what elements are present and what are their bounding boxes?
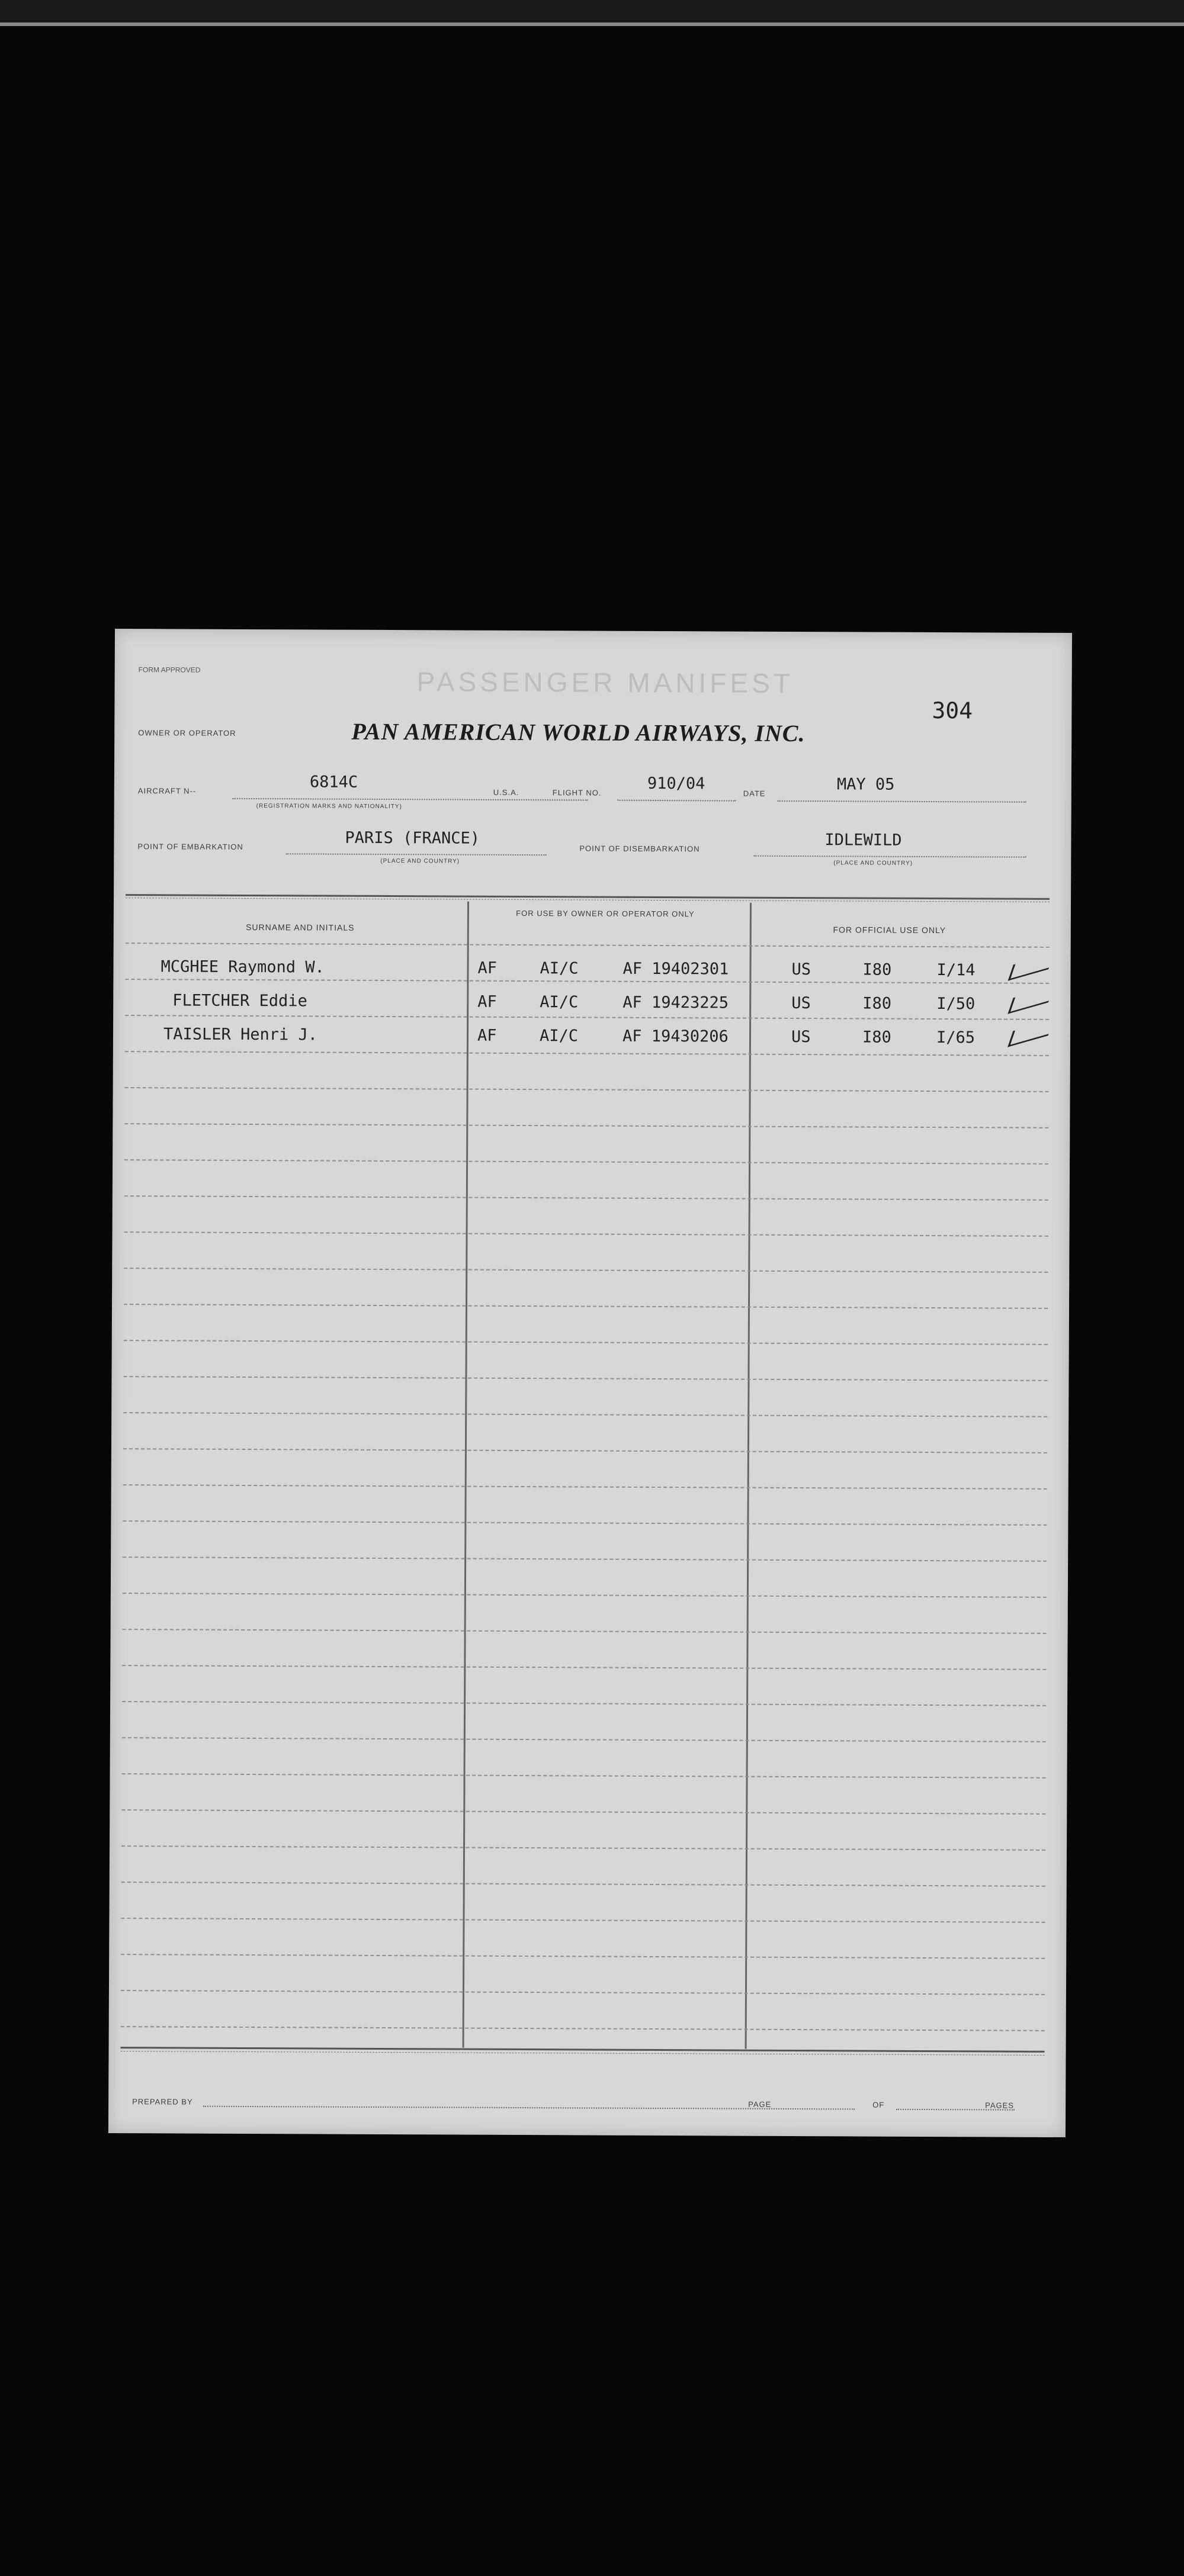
aircraft-value: 6814C [309,773,358,792]
of-label: OF [872,2100,885,2109]
check-mark-icon [1007,1020,1054,1047]
passenger-code-2: AI/C [539,1027,579,1046]
passenger-code-1: AF [477,992,497,1011]
table-ruled-line [123,1629,1047,1634]
flight-label: FLIGHT NO. [552,788,602,797]
passenger-nationality: US [791,1027,811,1047]
passenger-code-2: AI/C [540,959,579,978]
passenger-code-1: AF [477,1026,497,1045]
passenger-serial: AF 19402301 [623,959,729,979]
table-ruled-line [124,1159,1048,1165]
header-official-use: FOR OFFICIAL USE ONLY [833,925,946,935]
official-code-1: I80 [862,960,892,979]
table-ruled-line [122,1737,1046,1742]
table-ruled-line [124,1340,1048,1345]
table-ruled-line [123,1520,1047,1526]
form-approval-stamp: FORM APPROVED [138,665,201,674]
passenger-serial: AF 19430206 [622,1027,729,1046]
embarkation-note: (PLACE AND COUNTRY) [380,857,460,865]
disembarkation-value: IDLEWILD [824,831,902,850]
owner-value: PAN AMERICAN WORLD AIRWAYS, INC. [351,718,806,747]
official-code-2: I/14 [936,961,976,980]
table-ruled-line [124,1123,1048,1128]
prepared-by-label: PREPARED BY [132,2097,193,2107]
manifest-sheet [108,629,1072,2137]
table-ruled-line [123,1484,1047,1490]
usa-label: U.S.A. [493,787,519,797]
form-title: PASSENGER MANIFEST [416,666,794,699]
date-label: DATE [743,789,766,798]
passenger-nationality: US [791,960,811,979]
table-ruled-line [126,943,1050,948]
owner-label: OWNER OR OPERATOR [138,728,236,738]
header-surname: SURNAME AND INITIALS [246,922,355,932]
sheet-number: 304 [932,697,973,724]
table-ruled-line [123,1448,1047,1453]
embarkation-value: PARIS (FRANCE) [345,828,480,848]
table-ruled-line [123,1412,1047,1417]
table-ruled-line [124,1268,1048,1273]
passenger-code-1: AF [477,959,498,977]
table-ruled-line [121,1845,1045,1851]
table-ruled-line [125,1015,1049,1020]
table-ruled-line [121,1809,1045,1815]
date-value: MAY 05 [836,775,895,794]
table-ruled-line [123,1593,1047,1598]
table-top-rule [126,894,1050,900]
passenger-nationality: US [791,993,811,1013]
table-ruled-line [124,1304,1048,1309]
page-label: PAGE [748,2099,772,2109]
table-ruled-line [123,1556,1047,1562]
column-divider-2 [745,903,752,2049]
official-code-2: I/50 [936,995,976,1014]
disembarkation-note: (PLACE AND COUNTRY) [833,860,913,867]
embarkation-label: POINT OF EMBARKATION [137,842,243,851]
scan-top-line [0,22,1184,26]
table-ruled-line [122,1665,1046,1670]
passenger-name: TAISLER Henri J. [163,1025,318,1044]
official-code-2: I/65 [936,1028,976,1047]
header-owner-use: FOR USE BY OWNER OR OPERATOR ONLY [516,908,695,919]
passenger-name: FLETCHER Eddie [172,991,307,1011]
table-ruled-line [121,1882,1045,1887]
table-ruled-line [125,1051,1049,1056]
check-mark-icon [1008,953,1054,981]
table-ruled-line [122,1773,1046,1779]
table-ruled-line [121,1954,1045,1959]
disembarkation-label: POINT OF DISEMBARKATION [579,844,700,854]
table-ruled-line [121,1918,1045,1923]
official-code-1: I80 [862,994,892,1013]
passenger-serial: AF 19423225 [623,993,729,1012]
table-ruled-line [123,1376,1047,1381]
pages-label: PAGES [985,2101,1015,2110]
passenger-name: MCGHEE Raymond W. [161,957,325,977]
flight-value: 910/04 [647,774,705,793]
table-ruled-line [122,1701,1046,1706]
column-divider-1 [463,902,469,2048]
table-ruled-line [124,1195,1048,1201]
official-code-1: I80 [862,1028,891,1047]
aircraft-label: AIRCRAFT N-- [137,786,197,796]
table-ruled-line [124,1231,1048,1237]
passenger-code-2: AI/C [540,993,579,1012]
table-ruled-line [125,979,1049,984]
scan-top-edge [0,0,1184,22]
table-rules [115,629,1072,633]
registration-note: (REGISTRATION MARKS AND NATIONALITY) [256,803,402,811]
check-mark-icon [1007,986,1054,1014]
table-ruled-line [121,2026,1045,2031]
table-ruled-line [125,1087,1049,1092]
table-ruled-line [121,1990,1045,1995]
